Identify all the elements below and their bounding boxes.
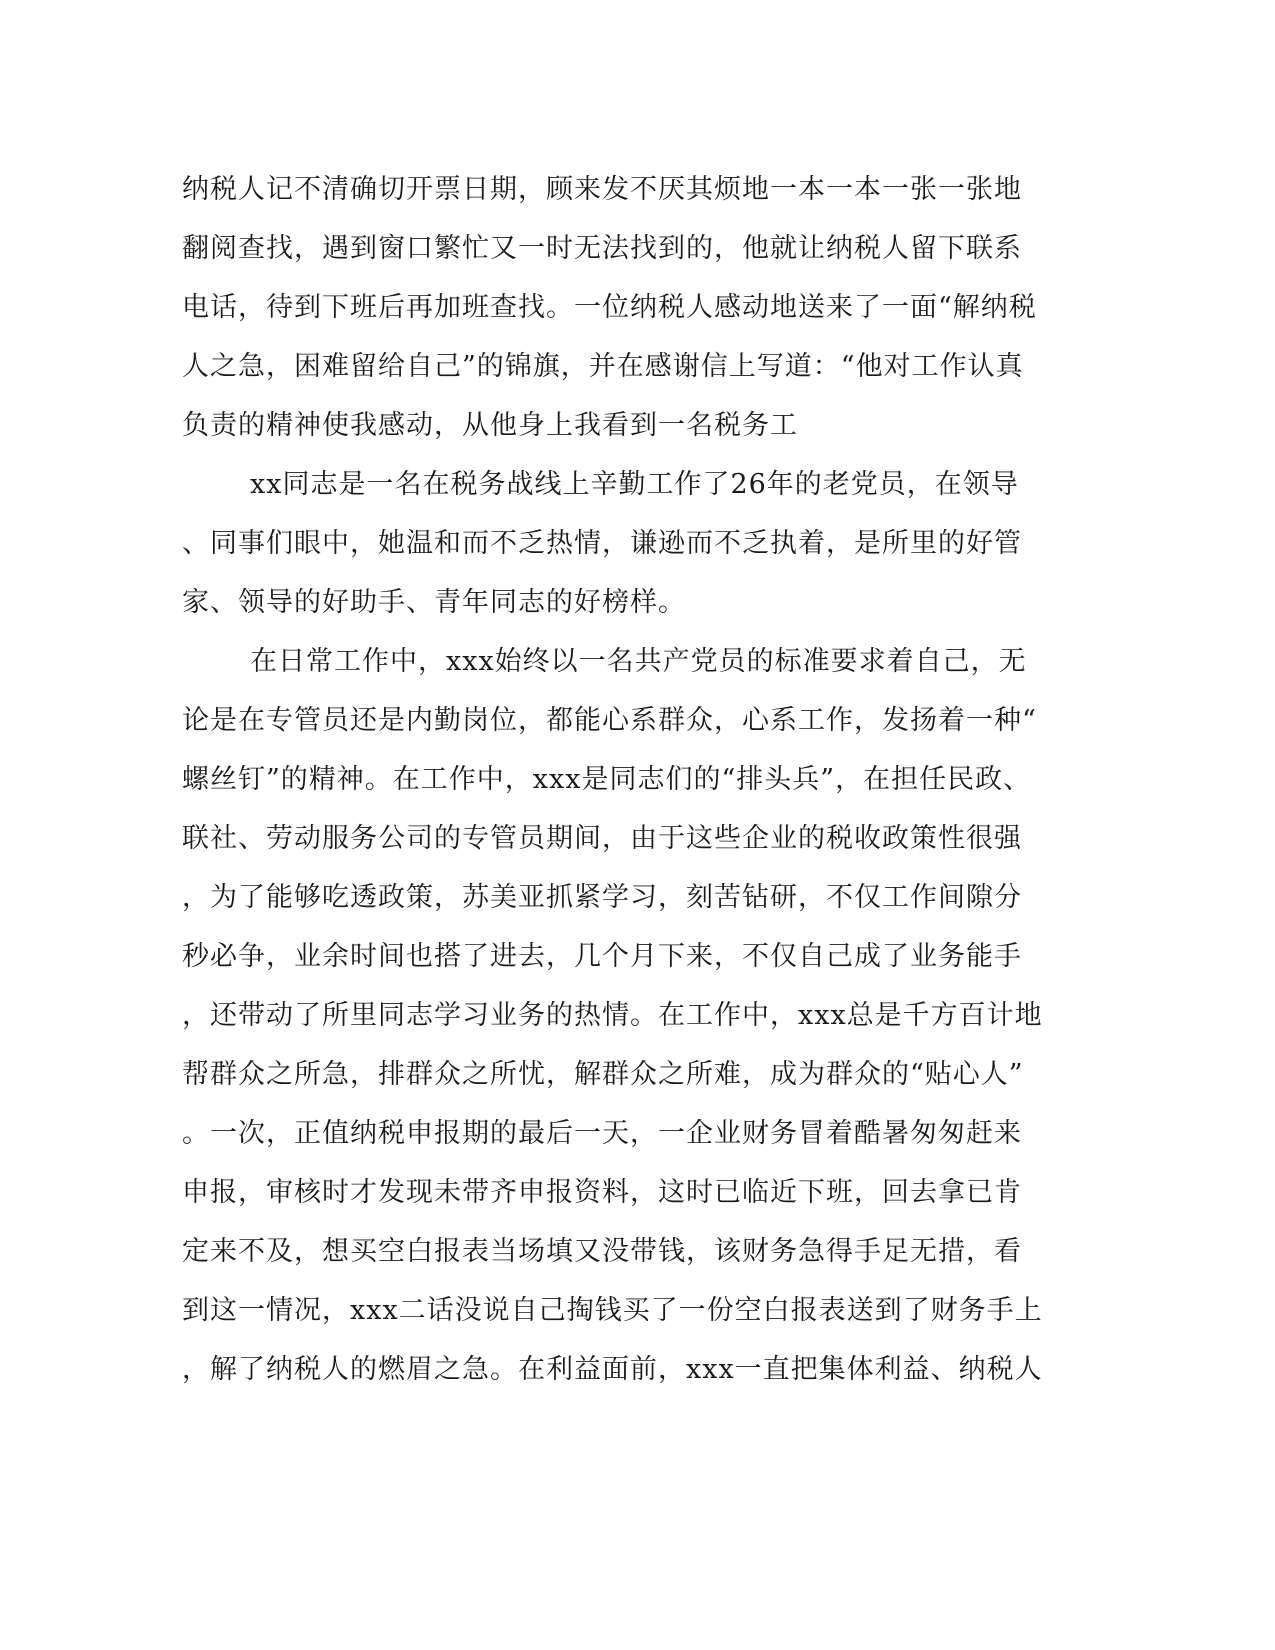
text-line: 家、领导的好助手、青年同志的好榜样。 [182,587,686,618]
text-line: 定来不及，想买空白报表当场填又没带钱，该财务急得手足无措，看 [182,1236,1022,1267]
text-line: ，还带动了所里同志学习业务的热情。在工作中，xxx总是千方百计地 [182,1000,1043,1031]
text-line: 、同事们眼中，她温和而不乏热情，谦逊而不乏执着，是所里的好管 [182,528,1022,559]
text-line: ，解了纳税人的燃眉之急。在利益面前，xxx一直把集体利益、纳税人 [182,1354,1043,1385]
text-line: 申报，审核时才发现未带齐申报资料，这时已临近下班，回去拿已肯 [182,1177,1022,1208]
paragraph-start-line: xx同志是一名在税务战线上辛勤工作了26年的老党员，在领导 [250,469,1019,500]
text-line: 人之急，困难留给自己”的锦旗，并在感谢信上写道：“他对工作认真 [182,351,1024,382]
text-line: ，为了能够吃透政策，苏美亚抓紧学习，刻苦钻研，不仅工作间隙分 [182,882,1022,913]
document-body [182,160,1052,1399]
text-line: 。一次，正值纳税申报期的最后一天，一企业财务冒着酷暑匆匆赶来 [182,1118,1022,1149]
text-line: 纳税人记不清确切开票日期，顾来发不厌其烦地一本一本一张一张地 [182,174,1022,205]
text-line: 联社、劳动服务公司的专管员期间，由于这些企业的税收政策性很强 [182,823,1022,854]
paragraph-start-line: 在日常工作中，xxx始终以一名共产党员的标准要求着自己，无 [250,646,1027,677]
text-line: 帮群众之所急，排群众之所忧，解群众之所难，成为群众的“贴心人” [182,1059,1024,1090]
text-line: 到这一情况，xxx二话没说自己掏钱买了一份空白报表送到了财务手上 [182,1295,1043,1326]
text-line: 秒必争，业余时间也搭了进去，几个月下来，不仅自己成了业务能手 [182,941,1022,972]
text-line: 螺丝钉”的精神。在工作中，xxx是同志们的“排头兵”，在担任民政、 [182,764,1032,795]
text-line: 负责的精神使我感动，从他身上我看到一名税务工 [182,410,798,441]
text-line: 电话，待到下班后再加班查找。一位纳税人感动地送来了一面“解纳税 [182,292,1037,323]
text-line: 翻阅查找，遇到窗口繁忙又一时无法找到的，他就让纳税人留下联系 [182,233,1022,264]
text-line: 论是在专管员还是内勤岗位，都能心系群众，心系工作，发扬着一种“ [182,705,1037,736]
